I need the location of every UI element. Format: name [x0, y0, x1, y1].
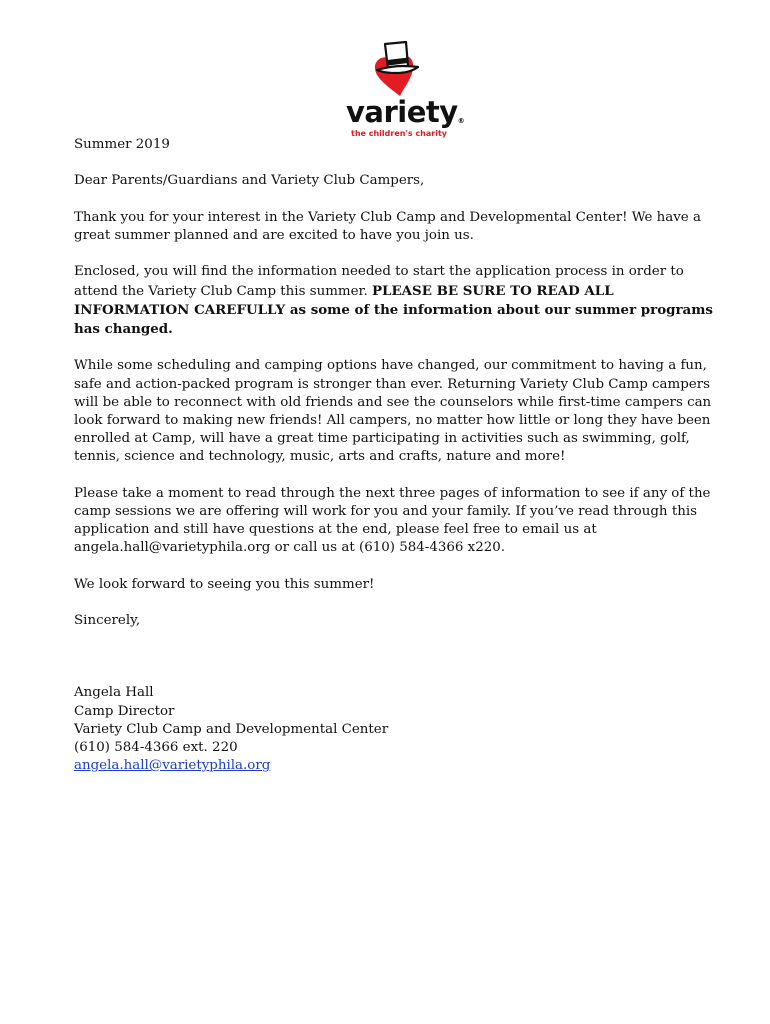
letter-paragraph-1: Thank you for your interest in the Variety Club Camp and Developmental Center! We have a great summer planned and are excited to have you join us. [74, 209, 701, 243]
top-hat-heart-icon [366, 40, 430, 98]
paragraph-2-emphasis: PLEASE BE SURE TO READ ALL INFORMATION CAREFULLY as some of the information about our summer programs has changed. [74, 282, 713, 337]
letter-salutation: Dear Parents/Guardians and Variety Club Campers, [74, 173, 425, 189]
paragraph-2-text: Enclosed, you will find the information needed to start the application process in order to attend the Variety Club Camp this summer. [74, 264, 684, 299]
letter-paragraph-2 [74, 263, 714, 339]
signature-title: Camp Director [74, 703, 175, 719]
signature-org: Variety Club Camp and Developmental Center [74, 721, 389, 737]
letter-paragraph-4: Please take a moment to read through the next three pages of information to see if any of the camp sessions we are offering will work for you and your family. If you’ve read through this application and still have questions at the end, please feel free to email us at angela.hall@varietyphila.org or call us at (610) 584-4366 x220. [74, 485, 711, 556]
letter-date: Summer 2019 [74, 137, 170, 152]
signature-phone: (610) 584-4366 ext. 220 [74, 739, 238, 755]
letter-body [74, 136, 714, 775]
logo-tagline: the children's charity [351, 129, 448, 138]
signature-space [74, 630, 714, 684]
signature-name: Angela Hall [74, 685, 154, 701]
logo-wordmark: variety® [346, 95, 465, 129]
letter-paragraph-5: We look forward to seeing you this summer! [74, 576, 375, 592]
letter-paragraph-3: While some scheduling and camping options have changed, our commitment to having a fun, safe and action-packed program is stronger than ever. Returning Variety Club Camp campers will be able to reconnect with old friends and see the counselors while first-time campers can look forward to making new friends! All campers, no matter how little or long they have been enrolled at Camp, will have a great time participating in activities such as swimming, golf, tennis, science and technology, music, arts and crafts, nature and more! [74, 358, 712, 465]
letter-closing: Sincerely, [74, 613, 141, 629]
variety-logo [344, 40, 465, 144]
signature-email-link[interactable]: angela.hall@varietyphila.org [74, 758, 271, 774]
